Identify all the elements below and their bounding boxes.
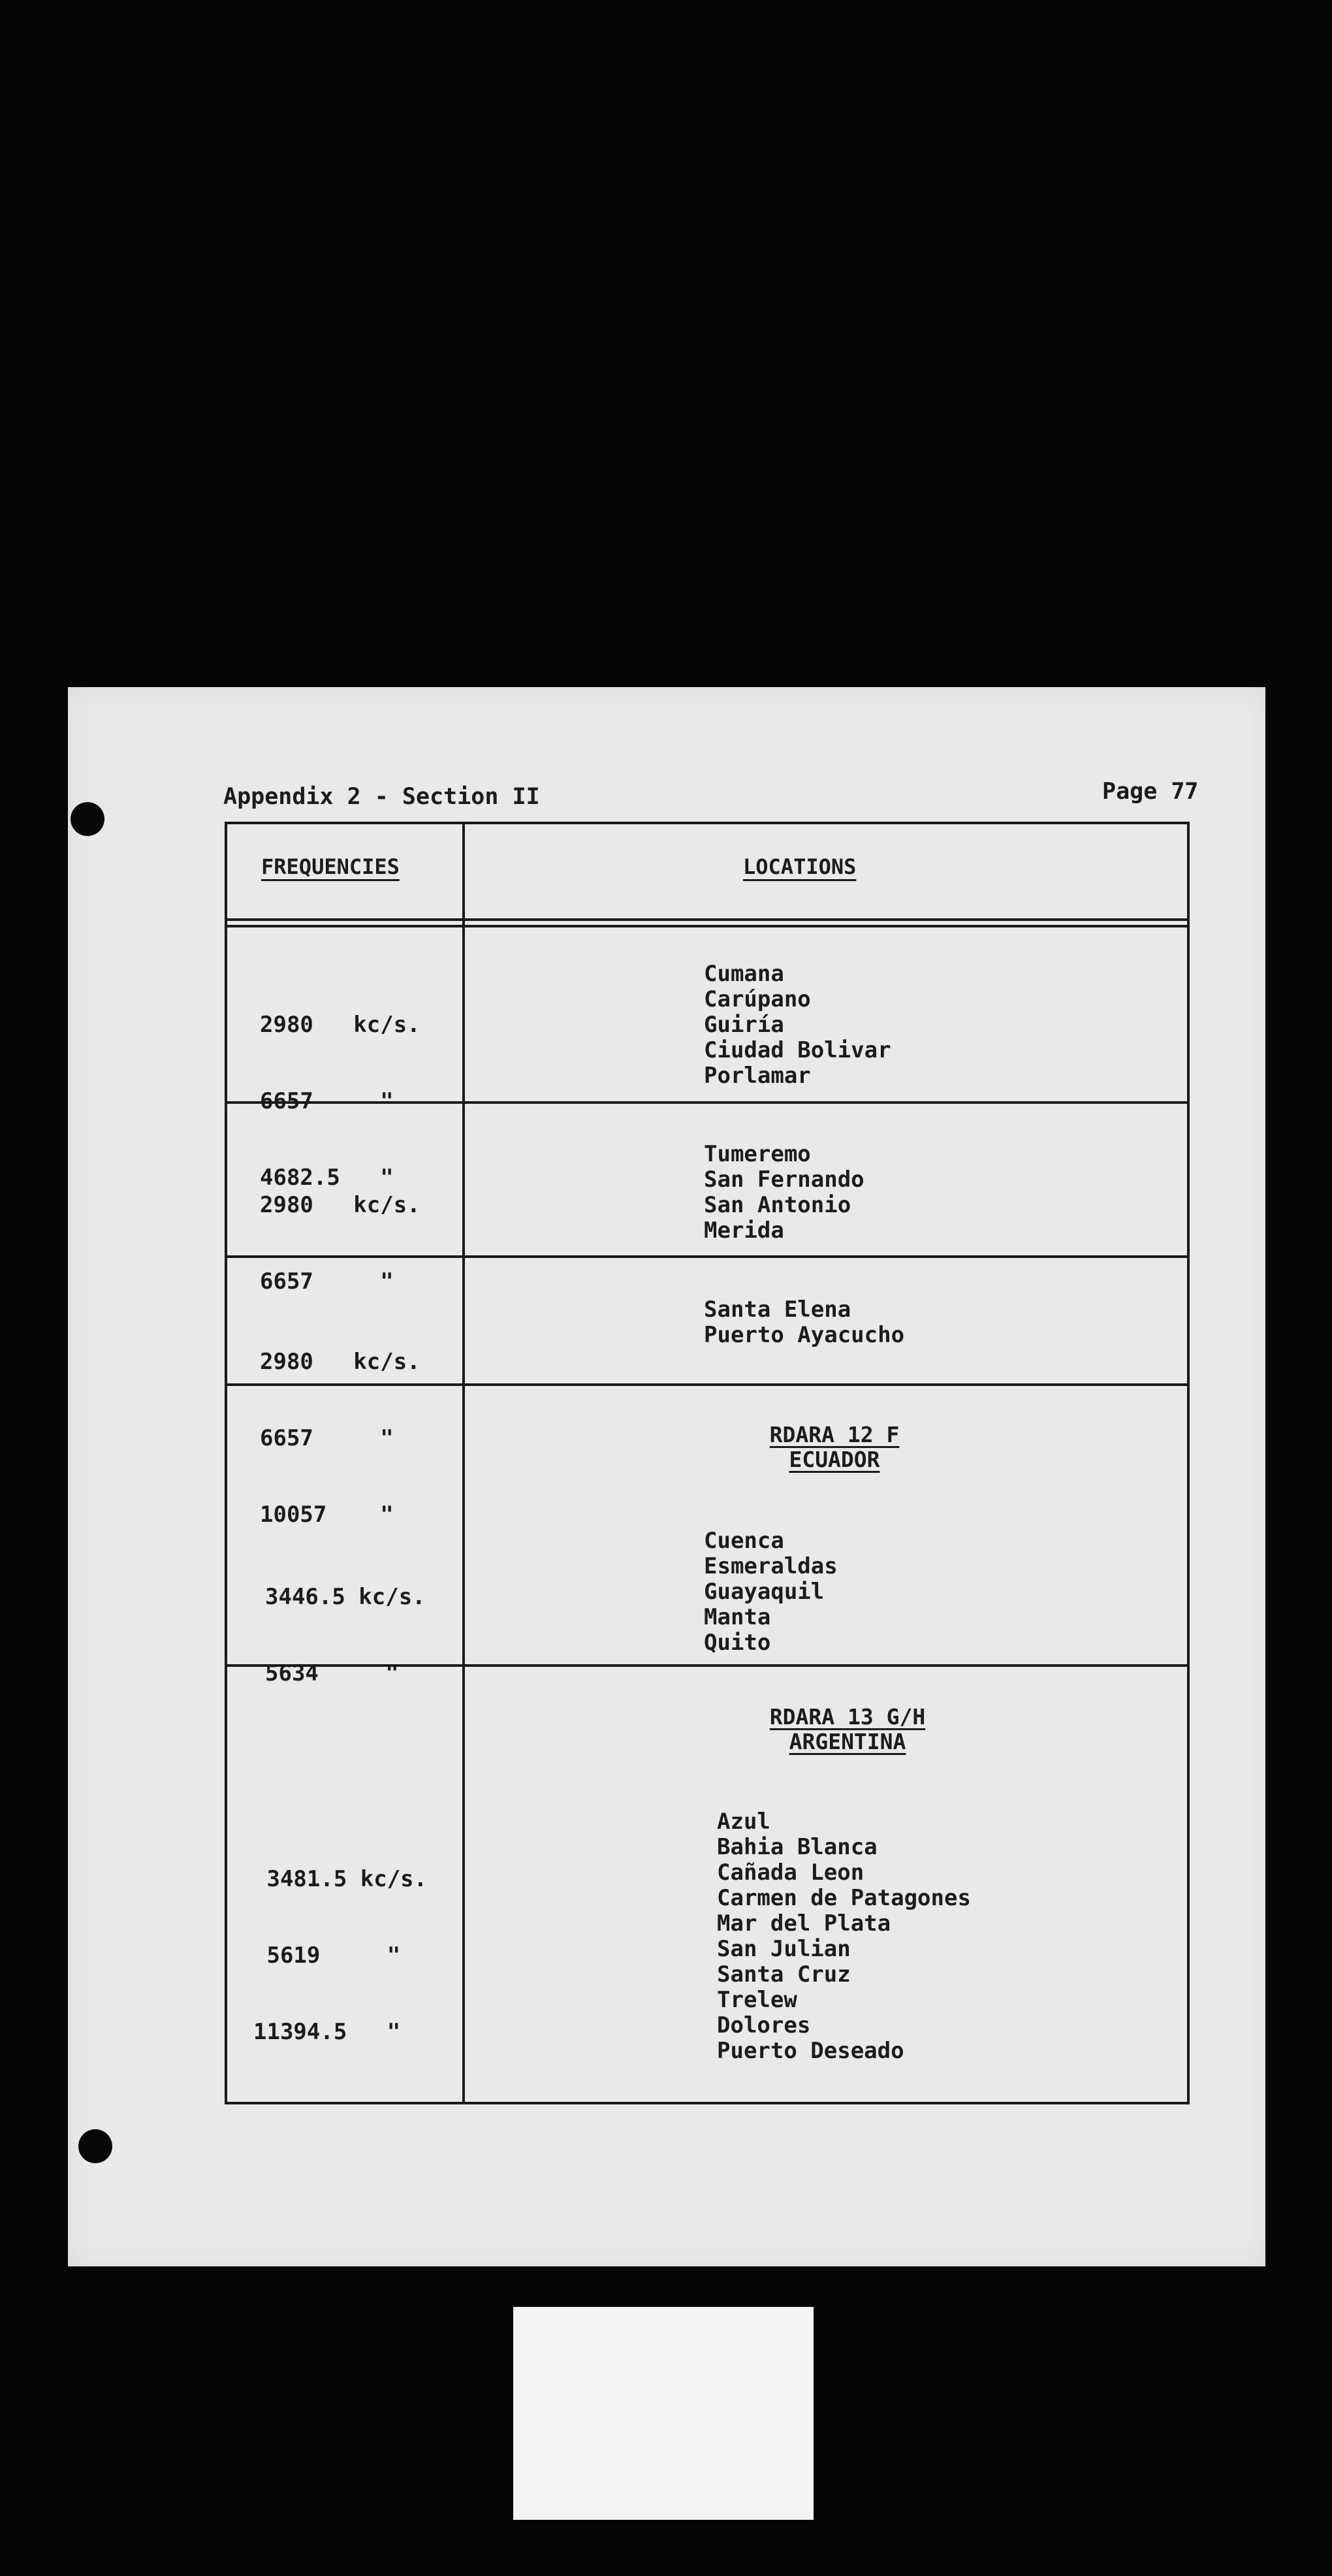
row-5-frequencies: 3481.5 kc/s. 5619 " 11394.5 " (253, 1866, 428, 2045)
row-3-frequencies: 2980 kc/s. 6657 " 10057 " (260, 1349, 420, 1528)
region-argentina: RDARA 13 G/H ARGENTINA (769, 1704, 926, 1754)
region-ecuador: RDARA 12 F ECUADOR (769, 1422, 900, 1472)
row-divider (227, 1255, 1187, 1258)
header-divider-double (227, 925, 1187, 927)
row-4-frequencies: 3446.5 kc/s. 5634 " (265, 1584, 426, 1686)
row-5-locations: Azul Bahia Blanca Cañada Leon Carmen de Patagones Mar del Plata San Julian Santa Cruz Trelew Dolores Puerto Deseado (717, 1809, 971, 2064)
blank-target-card (513, 2307, 814, 2520)
header-divider (227, 918, 1187, 921)
frequency-table (225, 822, 1190, 2104)
row-divider (227, 1383, 1187, 1386)
row-2-locations: Tumeremo San Fernando San Antonio Merida (704, 1141, 864, 1244)
column-divider (462, 824, 465, 2102)
row-2-frequencies: 2980 kc/s. 6657 " (260, 1192, 420, 1295)
page-number: Page 77 (1102, 779, 1199, 805)
row-4-locations: Cuenca Esmeraldas Guayaquil Manta Quito (704, 1528, 838, 1656)
frequencies-column-header: FREQUENCIES (261, 854, 400, 879)
row-3-locations: Santa Elena Puerto Ayacucho (704, 1296, 905, 1348)
punch-hole-bottom (78, 2129, 112, 2163)
locations-column-header: LOCATIONS (743, 854, 857, 879)
row-divider (227, 1101, 1187, 1104)
row-divider (227, 1664, 1187, 1667)
row-1-frequencies: 2980 kc/s. 6657 " 4682.5 " (260, 1012, 420, 1191)
section-header: Appendix 2 - Section II (223, 784, 540, 810)
punch-hole-top (71, 802, 104, 836)
document-page (68, 687, 1265, 2266)
row-1-locations: Cumana Carúpano Guiría Ciudad Bolivar Porlamar (704, 961, 891, 1089)
